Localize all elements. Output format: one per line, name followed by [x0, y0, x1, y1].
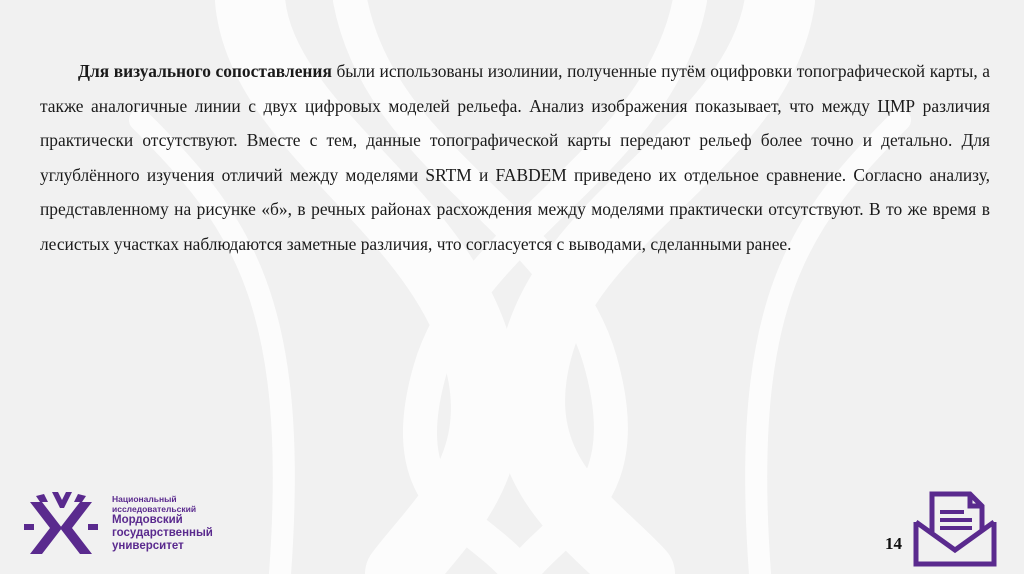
paragraph-body: были использованы изолинии, полученные путём оцифровки топографической карты, а также аналогичные линии с двух цифровых моделей рельефа. Анализ изображения показывает, что между ЦМР различия практически отсутствуют. Вместе с тем, данные топографической карты передают рельеф более точно и детально. Для углублённого изучения отличий между моделями SRTM и FABDEM приведено их отдельное сравнение. Согласно анализу, представленному на рисунке «б», в речных районах расхождения между моделями практически отсутствуют. В то же время в лесистых участках наблюдаются заметные различия, что согласуется с выводами, сделанными ранее.: [40, 61, 990, 254]
page-number: 14: [885, 534, 902, 553]
logo-line-4: государственный: [112, 527, 213, 539]
logo-line-5: университет: [112, 540, 184, 552]
university-emblem-icon: [22, 488, 100, 558]
bold-lead: Для визуального сопоставления: [78, 61, 332, 81]
university-logo: [22, 488, 242, 558]
logo-line-3: Мордовский: [112, 514, 183, 526]
envelope-document-icon: [910, 488, 1000, 568]
logo-line-2: исследовательский: [112, 504, 197, 514]
logo-text: [112, 494, 213, 553]
logo-line-1: Национальный: [112, 494, 177, 504]
body-paragraph: [40, 54, 990, 262]
